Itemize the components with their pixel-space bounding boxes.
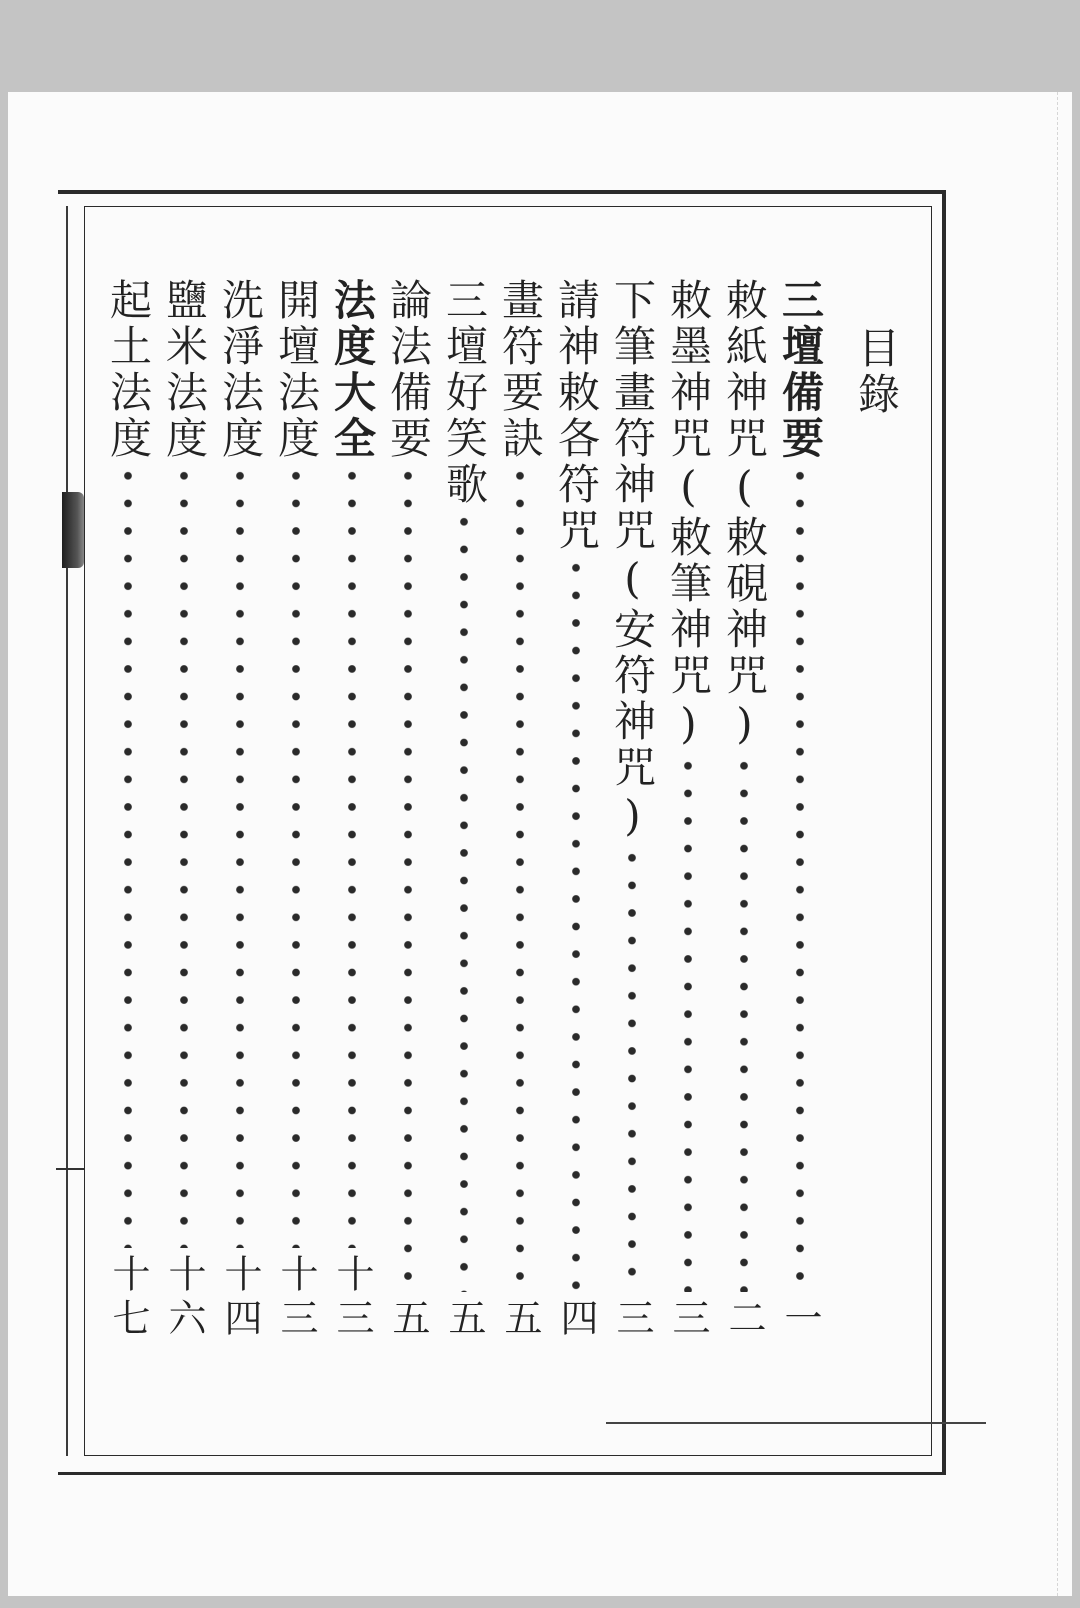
toc-entry-title: 起土法度 <box>104 278 153 462</box>
toc-entry-title: 下筆畫符神咒(安符神咒) <box>608 278 657 844</box>
toc-entry-title: 法度大全 <box>328 278 377 462</box>
leader-dots <box>515 462 525 1292</box>
toc-entry-title: 論法備要 <box>384 278 433 462</box>
toc-entry-title: 三壇好笑歌 <box>440 278 489 508</box>
toc-entry[interactable] <box>660 278 716 1342</box>
toc-entry-page: 十三 <box>274 1254 318 1342</box>
toc-entry[interactable] <box>380 278 436 1342</box>
leader-dots <box>795 462 805 1292</box>
toc-entry-page: 十七 <box>106 1254 150 1342</box>
toc-entry-title: 鹽米法度 <box>160 278 209 462</box>
toc-entry-title: 敕墨神咒(敕筆神咒) <box>664 278 713 752</box>
toc-entry[interactable] <box>268 278 324 1342</box>
footer-rule <box>606 1422 986 1424</box>
toc-entry-title: 畫符要訣 <box>496 278 545 462</box>
toc-heading: 目錄 <box>852 326 901 418</box>
toc-entry-title: 洗淨法度 <box>216 278 265 462</box>
binding-line <box>66 206 68 1456</box>
toc-entry-page: 五 <box>498 1298 542 1342</box>
toc-entry-page: 十六 <box>162 1254 206 1342</box>
toc-entry[interactable] <box>100 278 156 1342</box>
leader-dots <box>235 462 245 1248</box>
leader-dots <box>123 462 133 1248</box>
toc-entry[interactable] <box>156 278 212 1342</box>
toc-entry-page: 五 <box>386 1298 430 1342</box>
leader-dots <box>291 462 301 1248</box>
toc-entry[interactable] <box>604 278 660 1342</box>
leader-dots <box>347 462 357 1248</box>
toc-entry-page: 五 <box>442 1298 486 1342</box>
leader-dots <box>683 752 693 1292</box>
toc-entry-page: 三 <box>666 1298 710 1342</box>
toc-entry[interactable] <box>436 278 492 1342</box>
toc-entry-title: 請神敕各符咒 <box>552 278 601 554</box>
toc-entry-page: 二 <box>722 1298 766 1342</box>
toc-entry-page: 一 <box>778 1298 822 1342</box>
leader-dots <box>459 508 469 1292</box>
scan-edge-line <box>1057 92 1072 1596</box>
leader-dots <box>403 462 413 1292</box>
leader-dots <box>179 462 189 1248</box>
toc-entry-page: 十三 <box>330 1254 374 1342</box>
margin-tick <box>56 1168 84 1170</box>
binding-fold-mark <box>62 492 84 568</box>
toc-entry[interactable] <box>716 278 772 1342</box>
toc-entry-page: 三 <box>610 1298 654 1342</box>
toc-entry[interactable] <box>548 278 604 1342</box>
toc-entry-title: 三壇備要 <box>776 278 825 462</box>
toc-entry[interactable] <box>772 278 828 1342</box>
leader-dots <box>627 844 637 1292</box>
leader-dots <box>571 554 581 1292</box>
toc-entry-title: 敕紙神咒(敕硯神咒) <box>720 278 769 752</box>
toc-entry-title: 開壇法度 <box>272 278 321 462</box>
leader-dots <box>739 752 749 1292</box>
toc-entry[interactable] <box>212 278 268 1342</box>
toc-entry-page: 十四 <box>218 1254 262 1342</box>
toc-entry[interactable] <box>492 278 548 1342</box>
toc-entry[interactable] <box>324 278 380 1342</box>
toc-entry-page: 四 <box>554 1298 598 1342</box>
